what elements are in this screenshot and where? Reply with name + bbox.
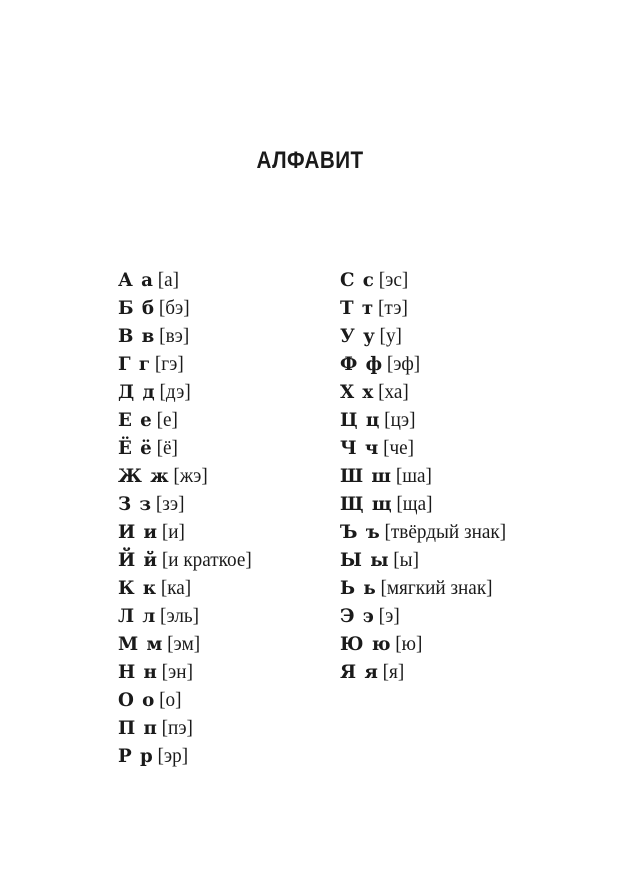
letter-name: [цэ] [384,409,416,431]
letter-pair: А а [118,269,153,291]
letter-row [118,350,324,378]
letter-name: [ха] [378,381,409,403]
letter-pair: Я я [340,661,378,683]
letter-name: [твёрдый знак] [384,521,507,543]
letter-name: [эр] [157,745,189,767]
letter-pair: Ч ч [340,437,379,459]
letter-pair: Ё ё [118,437,152,459]
letter-row [118,518,324,546]
letter-row [118,378,324,406]
letter-row [340,434,513,462]
letter-pair: М м [118,633,163,655]
letter-pair: Е е [118,409,152,431]
letter-row [118,714,324,742]
letter-row [118,686,324,714]
letter-row [340,602,513,630]
letter-name: [ща] [396,493,433,515]
letter-name: [ка] [160,577,192,599]
letter-pair: П п [118,717,157,739]
letter-pair: Х х [340,381,374,403]
letter-pair: Ш ш [340,465,392,487]
letter-name: [эль] [160,605,200,627]
letter-row [340,518,513,546]
letter-name: [е] [156,409,178,431]
letter-row [340,294,513,322]
letter-row [118,462,324,490]
letter-pair: З з [118,493,152,515]
letter-name: [я] [382,661,405,683]
alphabet-column-right [340,266,513,686]
letter-row [118,742,324,770]
letter-pair: В в [118,325,155,347]
page-title: АЛФАВИТ [256,147,364,174]
letter-pair: Ы ы [340,549,389,571]
letter-pair: Ъ ъ [340,521,380,543]
letter-row [340,630,513,658]
letter-row [118,546,324,574]
letter-row [118,434,324,462]
letter-name: [ё] [156,437,178,459]
letter-name: [ю] [395,633,423,655]
letter-row [340,546,513,574]
letter-row [118,294,324,322]
letter-pair: У у [340,325,375,347]
alphabet-column-left [118,266,324,770]
letter-pair: Й й [118,549,158,571]
letter-pair: Л л [118,605,156,627]
letter-pair: Н н [118,661,157,683]
letter-name: [жэ] [173,465,208,487]
letter-name: [эс] [378,269,409,291]
letter-pair: Г г [118,353,151,375]
letter-row [340,658,513,686]
letter-pair: Ц ц [340,409,380,431]
letter-row [118,630,324,658]
letter-pair: Ь ь [340,577,376,599]
letter-pair: Б б [118,297,155,319]
letter-name: [эф] [386,353,421,375]
letter-row [118,266,324,294]
letter-row [340,322,513,350]
letter-row [118,490,324,518]
letter-name: [о] [159,689,182,711]
letter-row [340,462,513,490]
letter-name: [а] [157,269,180,291]
letter-row [340,574,513,602]
letter-pair: Ю ю [340,633,391,655]
letter-name: [дэ] [159,381,191,403]
letter-name: [э] [378,605,400,627]
letter-pair: Т т [340,297,374,319]
letter-row [118,322,324,350]
letter-row [340,266,513,294]
letter-name: [че] [383,437,415,459]
letter-pair: И и [118,521,158,543]
letter-name: [тэ] [377,297,408,319]
letter-name: [бэ] [158,297,190,319]
letter-name: [зэ] [155,493,185,515]
letter-pair: Э э [340,605,374,627]
letter-pair: Ж ж [118,465,169,487]
letter-pair: С с [340,269,374,291]
letter-row [340,490,513,518]
letter-name: [пэ] [161,717,193,739]
letter-name: [гэ] [154,353,184,375]
letter-name: [ы] [393,549,419,571]
letter-name: [эм] [167,633,201,655]
letter-pair: Ф ф [340,353,383,375]
letter-pair: Д д [118,381,155,403]
letter-row [340,406,513,434]
letter-row [340,350,513,378]
letter-name: [ша] [395,465,432,487]
letter-pair: Р р [118,745,153,767]
letter-pair: Щ щ [340,493,392,515]
letter-name: [у] [379,325,402,347]
letter-name: [и краткое] [161,549,252,571]
letter-row [118,602,324,630]
letter-row [118,574,324,602]
letter-pair: К к [118,577,157,599]
letter-pair: О о [118,689,155,711]
letter-name: [и] [161,521,185,543]
letter-name: [вэ] [159,325,190,347]
letter-row [340,378,513,406]
letter-row [118,406,324,434]
letter-name: [эн] [161,661,193,683]
letter-row [118,658,324,686]
letter-name: [мягкий знак] [380,577,493,599]
